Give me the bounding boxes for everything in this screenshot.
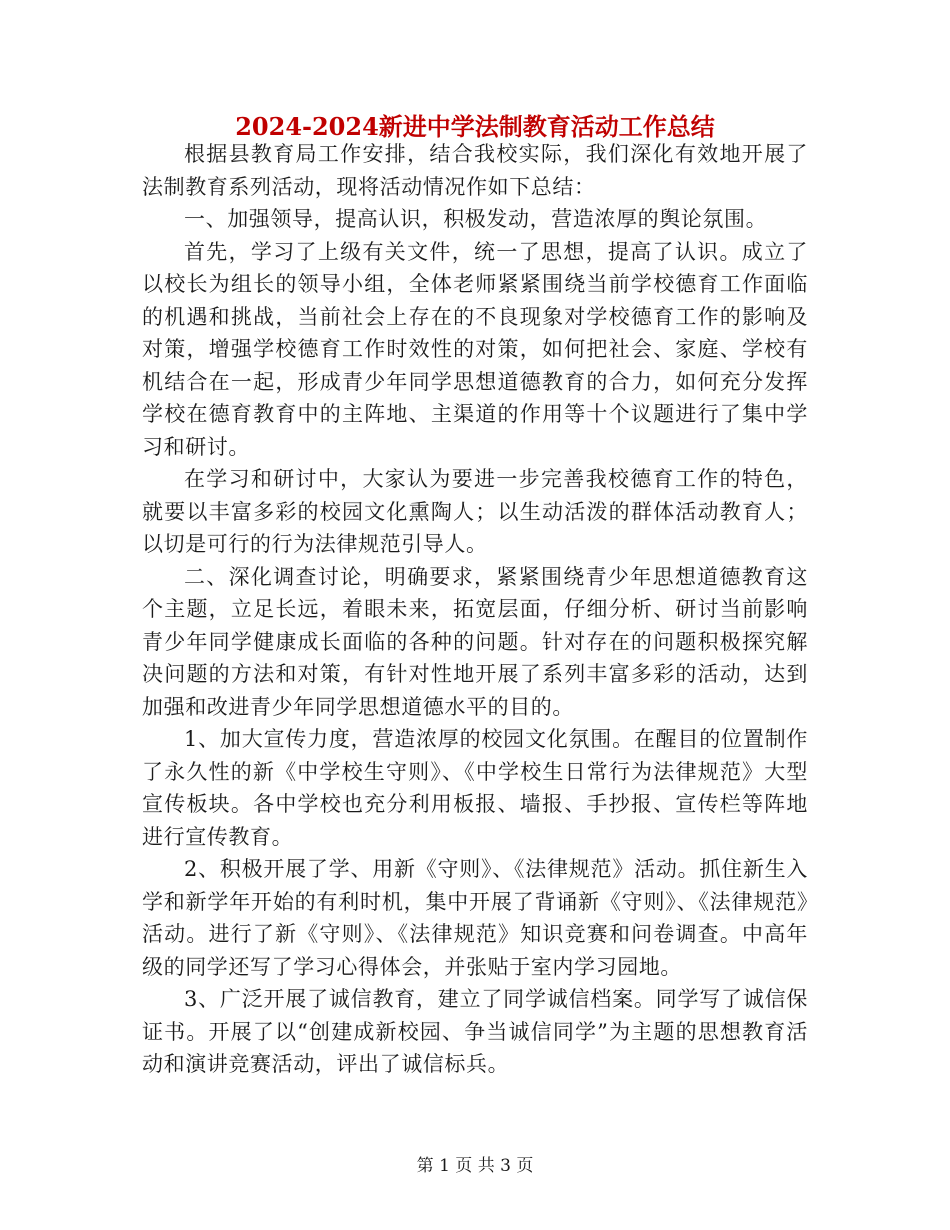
paragraph-discussion: 在学习和研讨中，大家认为要进一步完善我校德育工作的特色，就要以丰富多彩的校园文化熏陶人；以生动活泼的群体活动教育人；以切是可行的行为法律规范引导人。: [142, 467, 808, 556]
paragraph-section-2-heading: 二、深化调查讨论，明确要求，紧紧围绕青少年思想道德教育这个主题，立足长远，着眼未来，拓宽层面，仔细分析、研讨当前影响青少年同学健康成长面临的各种的问题。针对存在的问题积极探究解决问题的方法和对策，有针对性地开展了系列丰富多彩的活动，达到加强和改进青少年同学思想道德水平的目的。: [142, 564, 808, 719]
paragraph-item-3: 3、广泛开展了诚信教育，建立了同学诚信档案。同学写了诚信保证书。开展了以“创建成新校园、争当诚信同学”为主题的思想教育活动和演讲竞赛活动，评出了诚信标兵。: [142, 987, 808, 1076]
paragraph-item-1: 1、加大宣传力度，营造浓厚的校园文化氛围。在醒目的位置制作了永久性的新《中学校生守则》、《中学校生日常行为法律规范》大型宣传板块。各中学校也充分利用板报、墙报、手抄报、宣传栏等阵地进行宣传教育。: [142, 727, 808, 849]
paragraph-study: 首先，学习了上级有关文件，统一了思想，提高了认识。成立了以校长为组长的领导小组，全体老师紧紧围绕当前学校德育工作面临的机遇和挑战，当前社会上存在的不良现象对学校德育工作的影响及对策，增强学校德育工作时效性的对策，如何把社会、家庭、学校有机结合在一起，形成青少年同学思想道德教育的合力，如何充分发挥学校在德育教育中的主阵地、主渠道的作用等十个议题进行了集中学习和研讨。: [142, 239, 808, 459]
document-body: [142, 138, 808, 1081]
paragraph-section-1-heading: 一、加强领导，提高认识，积极发动，营造浓厚的舆论氛围。: [184, 207, 768, 231]
document-title: 2024-2024新进中学法制教育活动工作总结: [235, 112, 715, 141]
paragraph-item-2: 2、积极开展了学、用新《守则》、《法律规范》活动。抓住新生入学和新学年开始的有利时机，集中开展了背诵新《守则》、《法律规范》活动。进行了新《守则》、《法律规范》知识竞赛和问卷调查。中高年级的同学还写了学习心得体会，并张贴于室内学习园地。: [142, 857, 808, 979]
page-number-footer: 第 1 页 共 3 页: [416, 1156, 534, 1176]
paragraph-intro: 根据县教育局工作安排，结合我校实际，我们深化有效地开展了法制教育系列活动，现将活动情况作如下总结：: [142, 142, 808, 199]
